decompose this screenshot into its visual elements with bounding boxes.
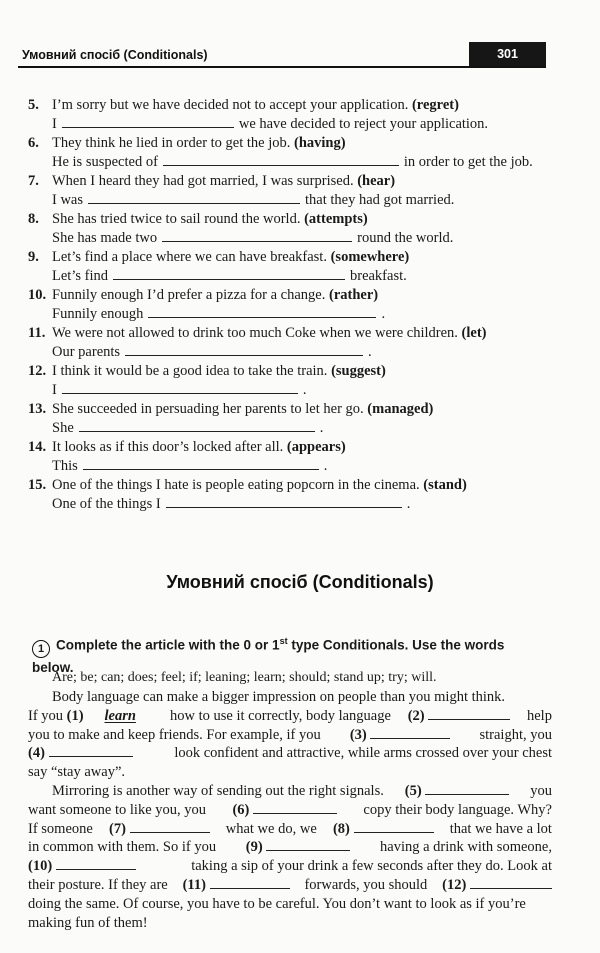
article-line: Mirroring is another way of sending out the right signals. (5) you	[52, 782, 552, 799]
exercise-number: 14.	[28, 439, 47, 455]
exercise-transform-line: I we have decided to reject your application.	[52, 116, 489, 132]
exercise-transform-line: Let’s find breakfast.	[52, 268, 407, 284]
example-answer: learn	[104, 707, 136, 724]
header-title: Умовний спосіб (Conditionals)	[22, 48, 208, 62]
word-box: Are; be; can; does; feel; if; leaning; learn; should; stand up; try; will.	[52, 670, 437, 685]
exercise-sentence: 15. One of the things I hate is people eating popcorn in the cinema. (stand)	[28, 477, 467, 493]
answer-blank[interactable]	[162, 229, 352, 242]
answer-blank[interactable]	[83, 457, 319, 470]
exercise-number: 12.	[28, 363, 47, 379]
answer-gap-3[interactable]	[370, 726, 450, 739]
exercise-item	[28, 362, 548, 400]
article-line: say “stay away”.	[28, 764, 126, 781]
article-line: (10) taking a sip of your drink a few seconds after they do. Look at	[28, 858, 552, 875]
exercise-number: 8.	[28, 211, 39, 227]
exercise-list	[28, 96, 548, 514]
exercise-item	[28, 438, 548, 476]
exercise-keyword: (stand)	[423, 477, 467, 493]
exercise-item	[28, 324, 548, 362]
exercise-number: 7.	[28, 173, 39, 189]
exercise-keyword: (regret)	[411, 97, 459, 113]
exercise-transform-line: This .	[52, 458, 328, 474]
answer-blank[interactable]	[62, 381, 298, 394]
article-line: you to make and keep friends. For example, if you (3) straight, you	[28, 726, 552, 743]
exercise-number: 9.	[28, 249, 39, 265]
exercise-keyword: (somewhere)	[330, 249, 410, 265]
exercise-transform-line: I .	[52, 382, 307, 398]
exercise-transform-line: She .	[52, 420, 324, 436]
answer-blank[interactable]	[62, 115, 234, 128]
exercise-sentence: 11. We were not allowed to drink too much Coke when we were children. (let)	[28, 325, 487, 341]
answer-gap-6[interactable]	[253, 801, 337, 814]
answer-gap-2[interactable]	[428, 707, 510, 720]
answer-blank[interactable]	[163, 153, 399, 166]
article-line: (4) look confident and attractive, while arms crossed over your chest	[28, 745, 552, 762]
exercise-sentence: 5. I’m sorry but we have decided not to accept your application. (regret)	[28, 97, 459, 113]
article-line: If someone (7) what we do, we (8) that we have a lot	[28, 820, 552, 837]
article-line: If you (1) learn how to use it correctly, body language (2) help	[28, 707, 552, 724]
exercise-sentence: 12. I think it would be a good idea to take the train. (suggest)	[28, 363, 386, 379]
exercise-number: 11.	[28, 325, 46, 341]
answer-gap-11[interactable]	[210, 876, 290, 889]
answer-gap-4[interactable]	[49, 744, 133, 757]
answer-blank[interactable]	[113, 267, 345, 280]
article-line: want someone to like you, you (6) copy their body language. Why?	[28, 801, 552, 818]
exercise-item	[28, 476, 548, 514]
exercise-keyword: (suggest)	[331, 363, 386, 379]
exercise-number: 5.	[28, 97, 39, 113]
exercise-item	[28, 248, 548, 286]
exercise-sentence: 6. They think he lied in order to get the job. (having)	[28, 135, 346, 151]
exercise-keyword: (managed)	[367, 401, 434, 417]
article-text	[28, 688, 552, 932]
answer-gap-10[interactable]	[56, 857, 136, 870]
exercise-transform-line: He is suspected of in order to get the job.	[52, 154, 533, 170]
article-line: doing the same. Of course, you have to be careful. You don’t want to look as if you’re	[28, 895, 526, 912]
exercise-item	[28, 134, 548, 172]
answer-gap-5[interactable]	[425, 782, 509, 795]
exercise-keyword: (let)	[461, 325, 487, 341]
section-title: Умовний спосіб (Conditionals)	[166, 572, 434, 592]
exercise-item	[28, 210, 548, 248]
exercise-keyword: (having)	[294, 135, 346, 151]
article-line: their posture. If they are (11) forwards, you should (12)	[28, 876, 552, 895]
exercise-sentence: 10. Funnily enough I’d prefer a pizza for a change. (rather)	[28, 287, 379, 303]
article-line: Body language can make a bigger impression on people than you might think.	[52, 689, 506, 705]
task-number-circle: 1	[32, 640, 50, 658]
article-line: in common with them. So if you (9) having a drink with someone,	[28, 839, 552, 856]
exercise-item	[28, 286, 548, 324]
exercise-transform-line: One of the things I .	[52, 496, 411, 512]
exercise-transform-line: Our parents .	[52, 344, 372, 360]
answer-blank[interactable]	[148, 305, 376, 318]
exercise-number: 15.	[28, 477, 47, 493]
exercise-item	[28, 96, 548, 134]
answer-blank[interactable]	[125, 343, 363, 356]
answer-blank[interactable]	[88, 191, 300, 204]
article-line: making fun of them!	[28, 914, 148, 931]
exercise-sentence: 13. She succeeded in persuading her parents to let her go. (managed)	[28, 401, 434, 417]
exercise-transform-line: She has made two round the world.	[52, 230, 454, 246]
answer-blank[interactable]	[79, 419, 315, 432]
exercise-transform-line: Funnily enough .	[52, 306, 386, 322]
exercise-sentence: 7. When I heard they had got married, I was surprised. (hear)	[28, 173, 396, 189]
exercise-number: 13.	[28, 401, 47, 417]
task-instruction: 1 Complete the article with the 0 or 1st type Conditionals. Use the words below.	[32, 636, 505, 675]
exercise-item	[28, 400, 548, 438]
answer-gap-9[interactable]	[266, 838, 350, 851]
exercise-sentence: 14. It looks as if this door’s locked after all. (appears)	[28, 439, 346, 455]
exercise-keyword: (attempts)	[304, 211, 368, 227]
exercise-number: 10.	[28, 287, 47, 303]
exercise-keyword: (rather)	[329, 287, 379, 303]
answer-gap-7[interactable]	[130, 820, 210, 833]
answer-gap-8[interactable]	[354, 820, 434, 833]
exercise-keyword: (appears)	[286, 439, 346, 455]
page-number: 301	[469, 42, 546, 66]
answer-gap-12[interactable]	[470, 876, 552, 889]
exercise-number: 6.	[28, 135, 39, 151]
exercise-item	[28, 172, 548, 210]
running-header	[18, 42, 546, 68]
exercise-transform-line: I was that they had got married.	[52, 192, 455, 208]
exercise-sentence: 9. Let’s find a place where we can have breakfast. (somewhere)	[28, 249, 410, 265]
exercise-sentence: 8. She has tried twice to sail round the world. (attempts)	[28, 211, 368, 227]
answer-blank[interactable]	[166, 495, 402, 508]
exercise-keyword: (hear)	[357, 173, 396, 189]
